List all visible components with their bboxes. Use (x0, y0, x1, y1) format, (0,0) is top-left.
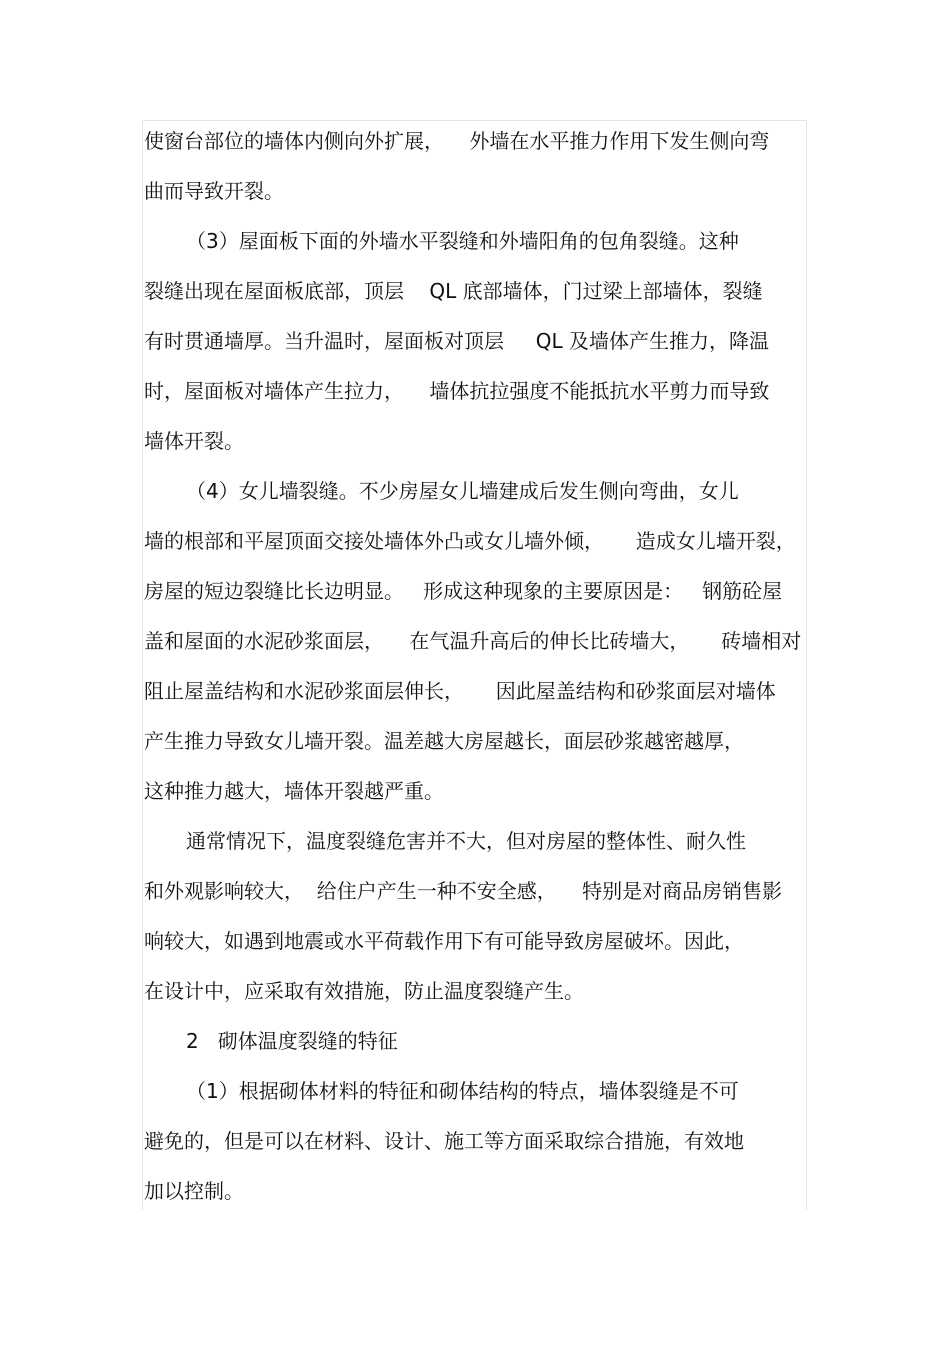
paragraph-1-start: （1）根据砌体材料的特征和砌体结构的特点，墙体裂缝是不可 (186, 1079, 739, 1103)
text-line: 裂缝出现在屋面板底部，顶层 QL 底部墙体，门过梁上部墙体，裂缝 (144, 279, 763, 303)
text-line: 墙的根部和平屋顶面交接处墙体外凸或女儿墙外倾， 造成女儿墙开裂， (144, 529, 796, 553)
paragraph-summary-start: 通常情况下，温度裂缝危害并不大，但对房屋的整体性、耐久性 (186, 829, 746, 853)
text-line: 加以控制。 (144, 1179, 244, 1203)
text-line: 有时贯通墙厚。当升温时，屋面板对顶层 QL 及墙体产生推力，降温 (144, 329, 770, 353)
text-line: 盖和屋面的水泥砂浆面层， 在气温升高后的伸长比砖墙大， 砖墙相对 (144, 629, 802, 653)
paragraph-3-start: （3）屋面板下面的外墙水平裂缝和外墙阳角的包角裂缝。这种 (186, 229, 739, 253)
text-line: 使窗台部位的墙体内侧向外扩展， 外墙在水平推力作用下发生侧向弯 (144, 129, 770, 153)
text-line: 房屋的短边裂缝比长边明显。 形成这种现象的主要原因是： 钢筋砼屋 (144, 579, 783, 603)
text-line: 和外观影响较大， 给住户产生一种不安全感， 特别是对商品房销售影 (144, 879, 783, 903)
text-line: 墙体开裂。 (144, 429, 244, 453)
section-heading: 2 砌体温度裂缝的特征 (186, 1029, 398, 1053)
text-line: 产生推力导致女儿墙开裂。温差越大房屋越长，面层砂浆越密越厚， (144, 729, 744, 753)
text-line: 避免的，但是可以在材料、设计、施工等方面采取综合措施，有效地 (144, 1129, 744, 1153)
text-line: 时，屋面板对墙体产生拉力， 墙体抗拉强度不能抵抗水平剪力而导致 (144, 379, 770, 403)
text-line: 这种推力越大，墙体开裂越严重。 (144, 779, 444, 803)
paragraph-4-start: （4）女儿墙裂缝。不少房屋女儿墙建成后发生侧向弯曲，女儿 (186, 479, 739, 503)
text-line: 曲而导致开裂。 (144, 179, 284, 203)
text-line: 在设计中，应采取有效措施，防止温度裂缝产生。 (144, 979, 584, 1003)
text-line: 响较大，如遇到地震或水平荷载作用下有可能导致房屋破坏。因此， (144, 929, 744, 953)
text-line: 阻止屋盖结构和水泥砂浆面层伸长， 因此屋盖结构和砂浆面层对墙体 (144, 679, 776, 703)
